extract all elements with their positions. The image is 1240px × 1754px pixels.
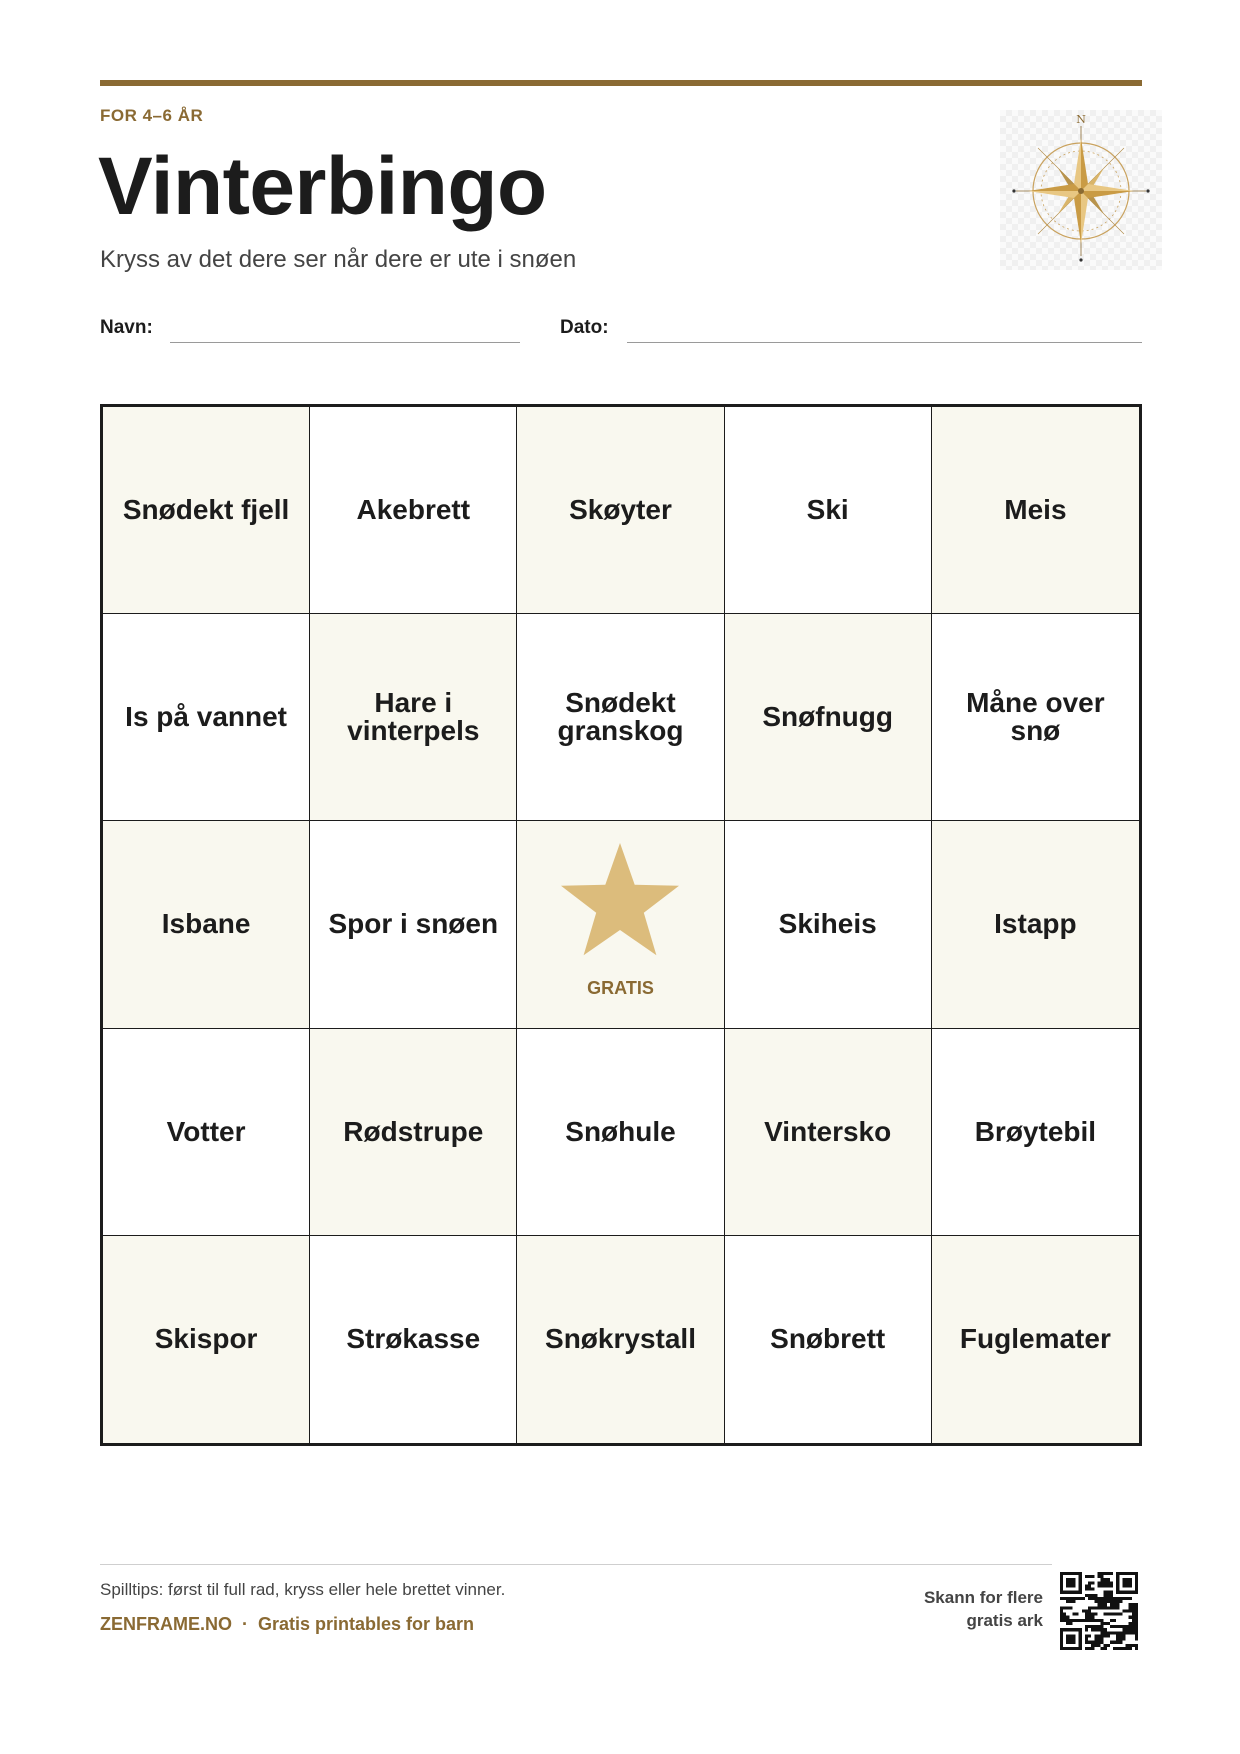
compass-rose-logo [1000, 110, 1162, 270]
bingo-cell-label: Snødekt fjell [122, 494, 290, 526]
bingo-board [100, 404, 1142, 1446]
name-label: Navn: [100, 317, 153, 338]
bingo-cell[interactable] [517, 1029, 724, 1236]
bingo-cell-label: Snødekt granskog [557, 687, 684, 747]
scan-line-2: gratis ark [966, 1610, 1043, 1630]
qr-code-icon[interactable] [1060, 1572, 1138, 1650]
bingo-cell[interactable] [517, 1236, 724, 1443]
bingo-cell-label: Spor i snøen [328, 908, 499, 940]
bingo-cell[interactable] [725, 614, 932, 821]
bingo-cell-label: Brøytebil [974, 1115, 1097, 1147]
bingo-cell-label: Fuglemater [959, 1323, 1111, 1355]
top-accent-bar [100, 80, 1142, 86]
bingo-cell-label: Vintersko [764, 1115, 892, 1147]
scan-line-1: Skann for flere [923, 1588, 1043, 1607]
bingo-cell[interactable] [932, 407, 1139, 614]
compass-rose-icon [1000, 110, 1162, 270]
bingo-cell-label: Snøfnugg [762, 701, 893, 733]
brand-line [100, 1614, 474, 1635]
bingo-cell[interactable] [932, 821, 1139, 1028]
bingo-cell[interactable] [932, 614, 1139, 821]
free-label: GRATIS [587, 978, 654, 999]
bingo-cell-label: Istapp [994, 908, 1077, 940]
bingo-cell[interactable] [932, 1236, 1139, 1443]
bingo-cell[interactable] [103, 1236, 310, 1443]
bingo-cell-label: Snøkrystall [545, 1323, 696, 1355]
page-title: Vinterbingo [98, 141, 547, 232]
bingo-cell[interactable] [517, 614, 724, 821]
bingo-cell-label: Ski [806, 494, 849, 526]
brand-separator: · [242, 1614, 248, 1634]
name-line[interactable] [170, 342, 520, 343]
bingo-cell-label: Strøkasse [346, 1323, 481, 1355]
bingo-cell[interactable] [517, 407, 724, 614]
bingo-cell[interactable] [932, 1029, 1139, 1236]
bingo-cell-label: Skiheis [778, 908, 877, 940]
bingo-cell[interactable] [310, 614, 517, 821]
bingo-cell-label: Skøyter [569, 494, 672, 526]
footer-divider [100, 1564, 1052, 1565]
bingo-cell-label: Snøhule [565, 1115, 676, 1147]
bingo-cell[interactable] [725, 1029, 932, 1236]
scan-caption [924, 1587, 1043, 1633]
bingo-cell[interactable] [310, 821, 517, 1028]
bingo-cell[interactable] [103, 407, 310, 614]
star-icon [558, 843, 682, 961]
bingo-cell-label: Måne over snø [966, 687, 1105, 747]
bingo-cell[interactable] [103, 821, 310, 1028]
date-label: Dato: [560, 317, 609, 338]
brand-site[interactable]: ZENFRAME.NO [100, 1614, 232, 1634]
bingo-cell[interactable] [310, 1029, 517, 1236]
bingo-cell[interactable] [725, 1236, 932, 1443]
bingo-cell-label: Votter [166, 1115, 246, 1147]
bingo-cell-label: Hare i vinterpels [347, 687, 480, 747]
bingo-cell-label: Rødstrupe [343, 1115, 484, 1147]
bingo-cell[interactable] [103, 1029, 310, 1236]
bingo-cell-label: Meis [1004, 494, 1067, 526]
bingo-cell-label: Skispor [154, 1323, 258, 1355]
bingo-cell[interactable] [725, 407, 932, 614]
date-line[interactable] [627, 342, 1142, 343]
bingo-cell-label: Isbane [161, 908, 251, 940]
bingo-cell-label: Akebrett [356, 494, 471, 526]
compass-north-letter: N [1076, 113, 1086, 126]
bingo-cell[interactable] [310, 1236, 517, 1443]
bingo-cell[interactable] [725, 821, 932, 1028]
bingo-cell[interactable] [103, 614, 310, 821]
game-tip: Spilltips: først til full rad, kryss eller hele brettet vinner. [100, 1580, 506, 1599]
bingo-cell-free[interactable] [517, 821, 724, 1028]
bingo-cell-label: Is på vannet [125, 701, 288, 733]
bingo-cell[interactable] [310, 407, 517, 614]
bingo-cell-label: Snøbrett [770, 1323, 886, 1355]
age-label: FOR 4–6 ÅR [100, 106, 204, 125]
page-subtitle: Kryss av det dere ser når dere er ute i snøen [100, 246, 577, 273]
brand-tagline: Gratis printables for barn [258, 1614, 475, 1634]
